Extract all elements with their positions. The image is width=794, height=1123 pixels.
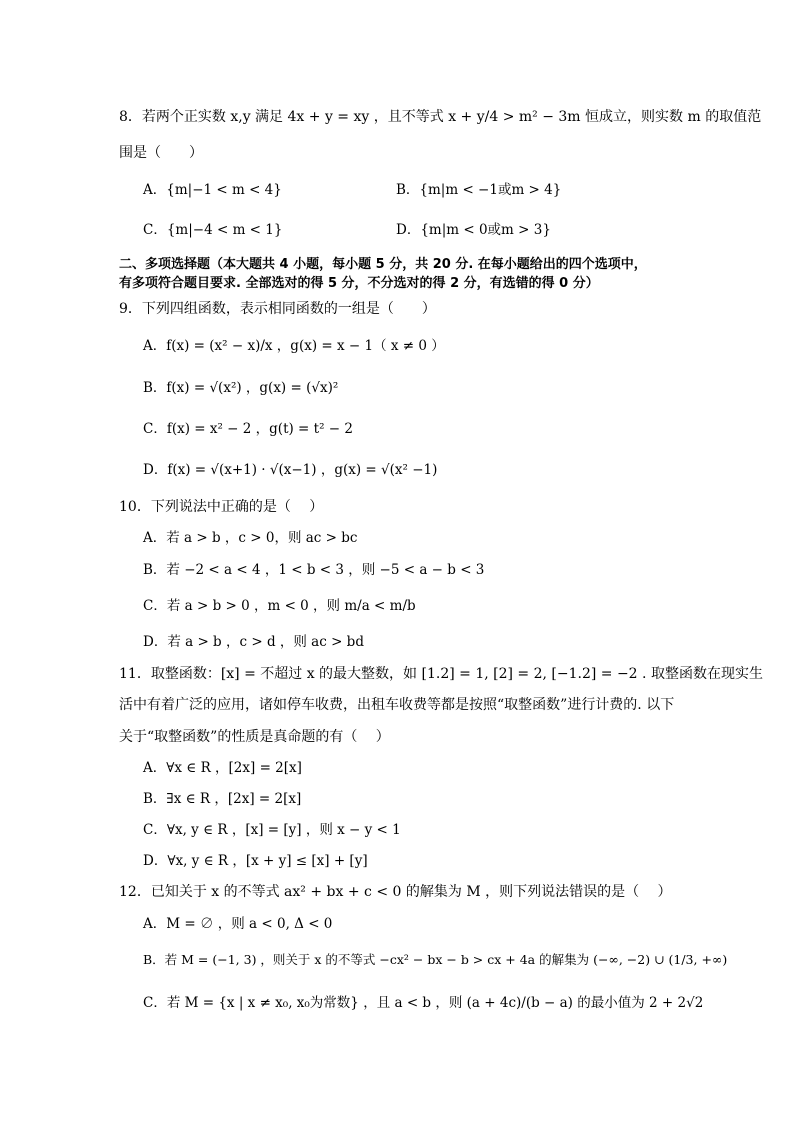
q8-option-b: B．{m|m < −1或m > 4} [396,182,562,198]
q8-stem-line1: 8．若两个正实数 x,y 满足 4x + y = xy ，且不等式 x + y/4 > m² − 3m 恒成立，则实数 m 的取值范 [119,109,762,125]
q8-option-a: A．{m|−1 < m < 4} [143,182,282,198]
q12-option-a: A．M = ∅ ，则 a < 0, Δ < 0 [143,916,333,932]
q8-option-c: C．{m|−4 < m < 1} [143,222,283,238]
section2-heading-line2: 有多项符合题目要求. 全部选对的得 5 分，不分选对的得 2 分，有选错的得 0 分） [119,276,599,291]
q8-stem-line2: 围是（ ） [119,145,203,161]
q11-option-a: A．∀x ∈ R ，[2x] = 2[x] [143,760,302,776]
q11-option-c: C．∀x, y ∈ R ，[x] = [y] ，则 x − y < 1 [143,822,401,838]
q11-option-b: B．∃x ∈ R ，[2x] = 2[x] [143,791,302,807]
q12-option-c: C．若 M = {x | x ≠ x₀, x₀为常数} ，且 a < b ，则 (a + 4c)/(b − a) 的最小值为 2 + 2√2 [143,995,704,1011]
q10-stem: 10．下列说法中正确的是（ ） [119,499,324,515]
q12-stem: 12．已知关于 x 的不等式 ax² + bx + c < 0 的解集为 M ，则下列说法错误的是（ ） [119,884,672,900]
q11-option-d: D．∀x, y ∈ R ，[x + y] ≤ [x] + [y] [143,853,368,869]
q9-option-b: B．f(x) = √(x²) ，g(x) = (√x)² [143,380,339,396]
q9-option-a: A．f(x) = (x² − x)/x ，g(x) = x − 1（ x ≠ 0 ） [143,338,445,354]
q9-stem: 9．下列四组函数，表示相同函数的一组是（ ） [119,301,436,317]
q11-stem-line3: 关于“取整函数”的性质是真命题的有（ ） [119,729,390,745]
q10-option-b: B．若 −2 < a < 4 ，1 < b < 3 ，则 −5 < a − b < 3 [143,562,485,578]
q12-option-b: B．若 M = (−1, 3) ，则关于 x 的不等式 −cx² − bx − b > cx + 4a 的解集为 (−∞, −2) ∪ (1/3, +∞) [143,952,728,967]
q10-option-d: D．若 a > b ，c > d ，则 ac > bd [143,634,364,650]
q11-stem-line1: 11．取整函数：[x] = 不超过 x 的最大整数，如 [1.2] = 1, [2] = 2, [−1.2] = −2 . 取整函数在现实生 [119,666,763,682]
q9-option-d: D．f(x) = √(x+1) · √(x−1) ，g(x) = √(x² −1) [143,462,438,478]
q11-stem-line2: 活中有着广泛的应用，诸如停车收费，出租车收费等都是按照“取整函数”进行计费的. 以下 [119,697,675,713]
q10-option-c: C．若 a > b > 0 ，m < 0 ，则 m/a < m/b [143,598,416,614]
q8-option-d: D．{m|m < 0或m > 3} [396,222,551,238]
section2-heading-line1: 二、多项选择题（本大题共 4 小题，每小题 5 分，共 20 分. 在每小题给出的四个选项中， [119,257,647,272]
q9-option-c: C．f(x) = x² − 2 ，g(t) = t² − 2 [143,421,353,437]
q10-option-a: A．若 a > b ，c > 0，则 ac > bc [143,530,358,546]
